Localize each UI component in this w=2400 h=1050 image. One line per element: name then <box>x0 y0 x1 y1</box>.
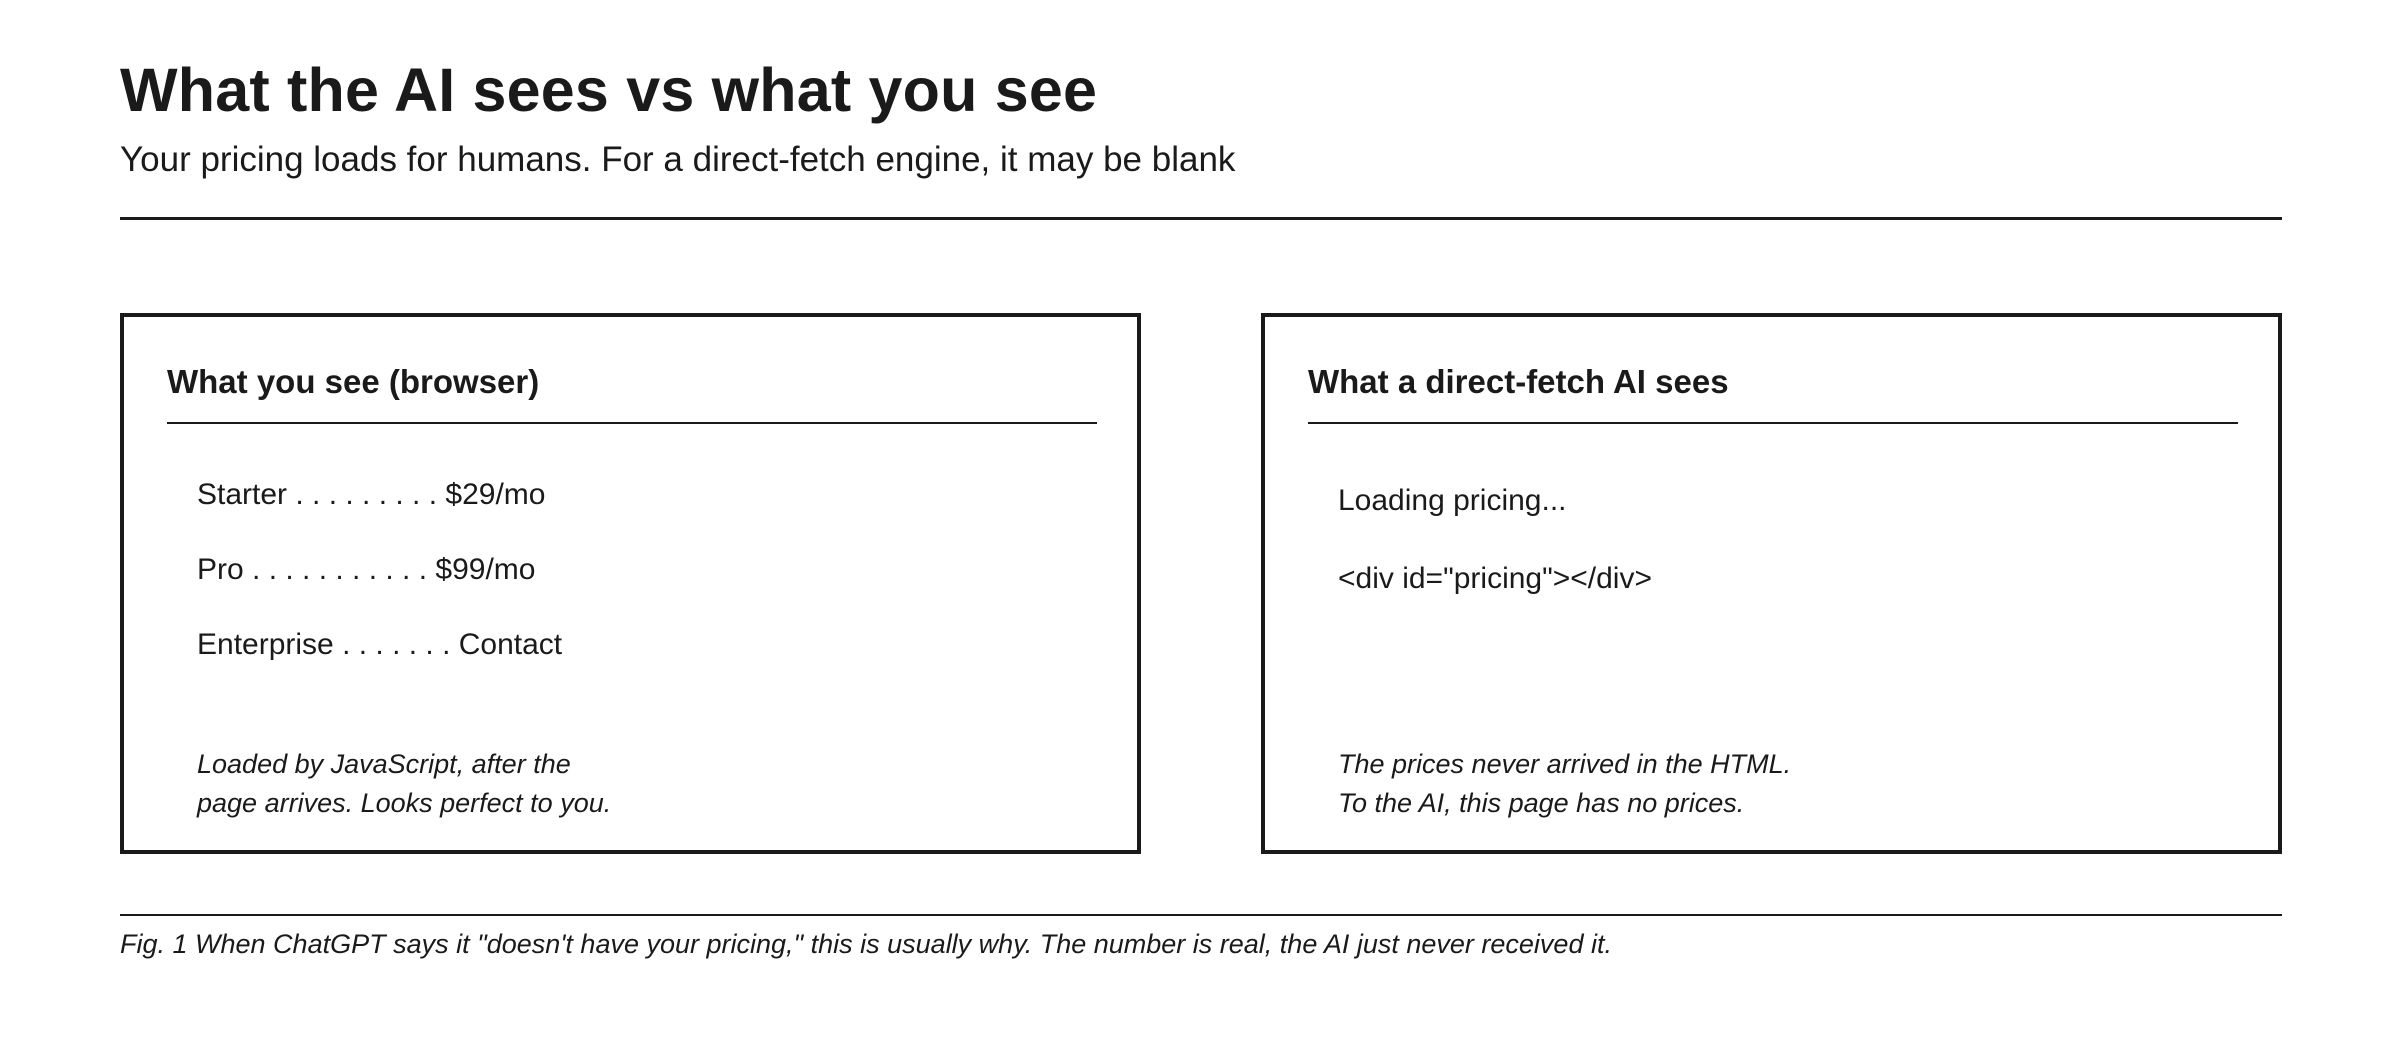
caption-divider <box>120 914 2282 916</box>
browser-panel-heading: What you see (browser) <box>167 363 540 400</box>
pricing-line-enterprise: Enterprise . . . . . . . Contact <box>197 628 563 661</box>
ai-panel-divider <box>1308 422 2238 424</box>
loading-text: Loading pricing... <box>1338 484 1567 517</box>
browser-note-line-1: Loaded by JavaScript, after the <box>197 749 571 779</box>
ai-note-line-2: To the AI, this page has no prices. <box>1338 788 1745 818</box>
ai-note-line-1: The prices never arrived in the HTML. <box>1338 749 1792 779</box>
diagram-page <box>120 0 2282 1050</box>
pricing-line-pro: Pro . . . . . . . . . . . $99/mo <box>197 553 536 586</box>
page-subtitle: Your pricing loads for humans. For a direct-fetch engine, it may be blank <box>120 140 1236 179</box>
browser-view-panel <box>120 313 1141 854</box>
header-divider <box>120 217 2282 220</box>
ai-panel-heading: What a direct-fetch AI sees <box>1308 363 1729 400</box>
browser-panel-divider <box>167 422 1097 424</box>
ai-view-panel <box>1261 313 2282 854</box>
browser-note-line-2: page arrives. Looks perfect to you. <box>197 788 612 818</box>
empty-pricing-div: <div id="pricing"></div> <box>1338 562 1652 595</box>
page-title: What the AI sees vs what you see <box>120 56 1098 124</box>
pricing-line-starter: Starter . . . . . . . . . $29/mo <box>197 478 546 511</box>
figure-caption: Fig. 1 When ChatGPT says it "doesn't have your pricing," this is usually why. The number is real, the AI just never received it. <box>120 929 1612 959</box>
